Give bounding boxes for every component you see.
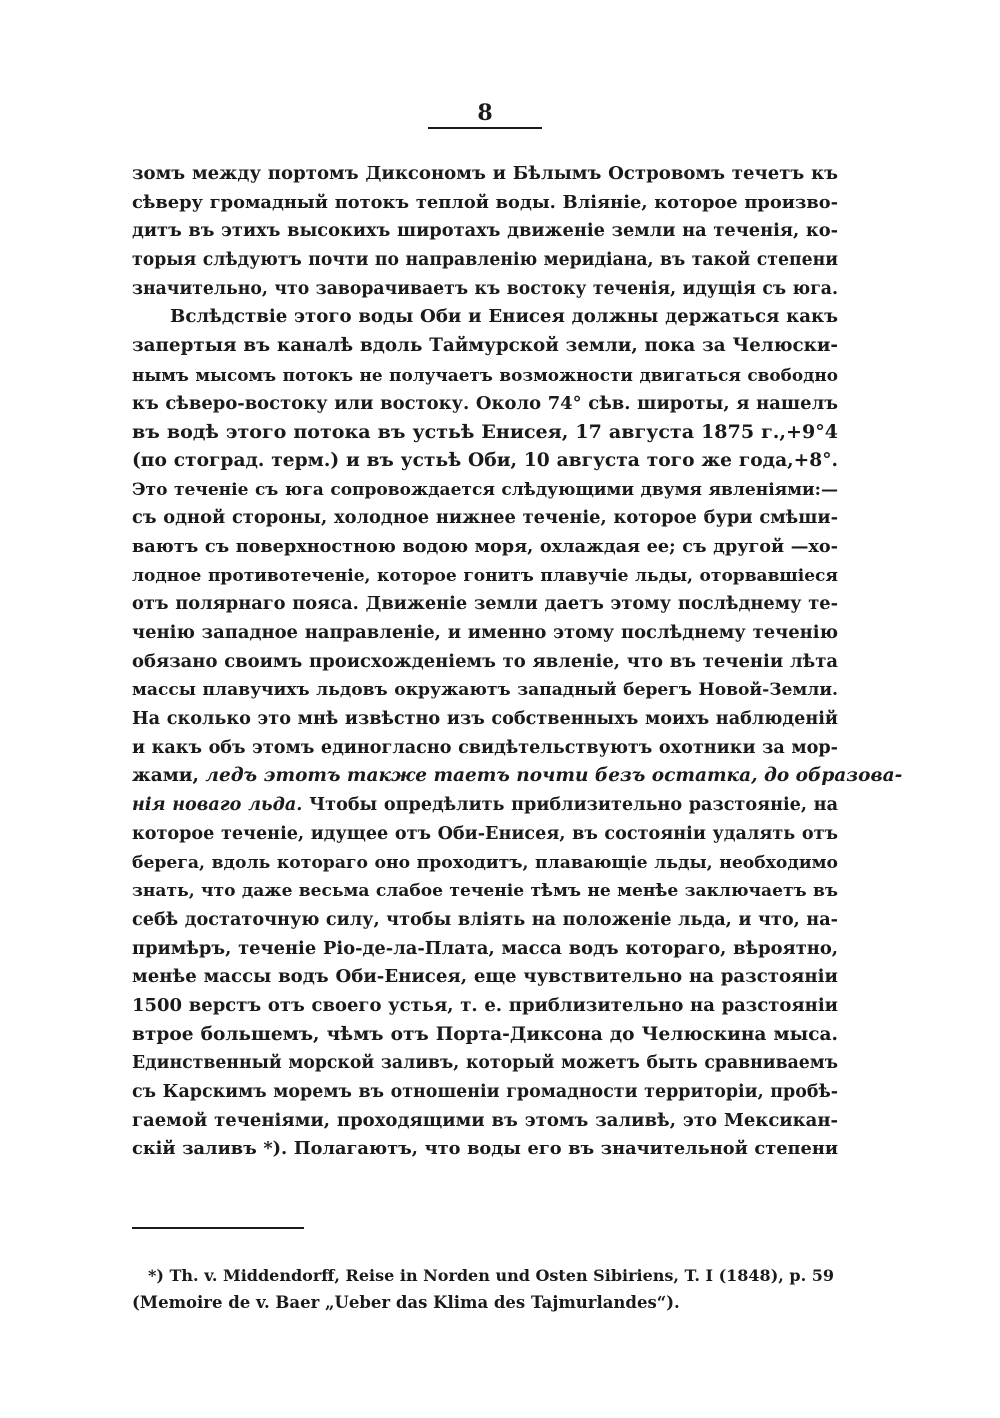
text-line: отъ полярнаго пояса. Движеніе земли даетъ этому послѣднему те- <box>132 593 838 615</box>
text-line-mixed <box>132 762 903 791</box>
page-number-rule <box>428 127 542 129</box>
body-text <box>132 160 903 1164</box>
text-line-mixed <box>132 791 838 820</box>
text-line: къ сѣверо-востоку или востоку. Около 74° сѣв. широты, я нашелъ <box>132 392 838 414</box>
text-line: На сколько это мнѣ извѣстно изъ собственныхъ моихъ наблюденій <box>132 708 838 730</box>
text-segment: жами, <box>132 765 199 787</box>
text-line: дитъ въ этихъ высокихъ широтахъ движеніе земли на теченія, ко- <box>132 220 838 242</box>
text-line: въ водѣ этого потока въ устьѣ Енисея, 17 августа 1875 г.,+9°4 <box>132 421 838 444</box>
text-line: гаемой теченіями, проходящими въ этомъ заливѣ, это Мексикан- <box>132 1109 838 1131</box>
text-line: которое теченіе, идущее отъ Оби-Енисея, въ состояніи удалять отъ <box>132 822 838 844</box>
text-line: зомъ между портомъ Диксономъ и Бѣлымъ Островомъ течетъ къ <box>132 163 838 184</box>
text-line: лодное противотеченіе, которое гонитъ плавучіе льды, оторвавшіеся <box>132 565 838 586</box>
italic-text-segment: ледъ этотъ также таетъ почти безъ остатка, до образова- <box>205 765 903 787</box>
text-line: знать, что даже весьма слабое теченіе тѣмъ не менѣе заключаетъ въ <box>132 881 838 902</box>
text-line: скій заливъ *). Полагаютъ, что воды его въ значительной степени <box>132 1138 838 1160</box>
text-line: себѣ достаточную силу, чтобы вліять на положеніе льда, и что, на- <box>132 908 838 930</box>
text-line: значительно, что заворачиваетъ къ востоку теченія, идущія съ юга. <box>132 278 838 299</box>
text-line: обязано своимъ происхожденіемъ то явленіе, что въ теченіи лѣта <box>132 650 838 672</box>
text-line: и какъ объ этомъ единогласно свидѣтельствуютъ охотники за мор- <box>132 736 838 758</box>
text-line: Это теченіе съ юга сопровождается слѣдующими двумя явленіями:— <box>132 479 838 500</box>
text-line: торыя слѣдуютъ почти по направленію меридіана, въ такой степени <box>132 250 838 271</box>
text-line: менѣе массы водъ Оби-Енисея, еще чувствительно на разстояніи <box>132 966 838 988</box>
text-line: 1500 верстъ отъ своего устья, т. е. приблизительно на разстояніи <box>132 994 838 1016</box>
text-line: съ Карскимъ моремъ въ отношеніи громадности территоріи, пробѣ- <box>132 1082 838 1102</box>
text-line: Единственный морской заливъ, который можетъ быть сравниваемъ <box>132 1053 838 1074</box>
text-line: ваютъ съ поверхностною водою моря, охлаждая ее; съ другой —хо- <box>132 535 838 557</box>
text-line: съ одной стороны, холодное нижнее теченіе, которое бури смѣши- <box>132 507 838 529</box>
text-line: сѣверу громадный потокъ теплой воды. Вліяніе, которое произво- <box>132 191 838 213</box>
text-line: Вслѣдствіе этого воды Оби и Енисея должны держаться какъ <box>170 306 838 328</box>
text-line: массы плавучихъ льдовъ окружаютъ западный берегъ Новой-Земли. <box>132 680 838 701</box>
page-number: 8 <box>477 100 493 126</box>
text-line: ченію западное направленіе, и именно этому послѣднему теченію <box>132 622 838 643</box>
footnote-line: *) Th. v. Middendorff, Reise in Norden und Osten Sibiriens, T. I (1848), p. 59 <box>148 1266 834 1285</box>
text-line: берега, вдоль котораго оно проходитъ, плавающіе льды, необходимо <box>132 852 838 873</box>
text-line: (по стоград. терм.) и въ устьѣ Оби, 10 августа того же года,+8°. <box>132 449 838 471</box>
footnote-line: (Memoire de v. Baer „Ueber das Klima des Tajmurlandes“). <box>132 1293 680 1312</box>
footnote <box>132 1262 838 1316</box>
text-line: запертыя въ каналѣ вдоль Таймурской земли, пока за Челюски- <box>132 335 838 357</box>
text-line: примѣръ, теченіе Ріо-де-ла-Плата, масса водъ котораго, вѣроятно, <box>132 937 838 959</box>
text-line: втрое большемъ, чѣмъ отъ Порта-Диксона до Челюскина мыса. <box>132 1023 838 1045</box>
text-line: нымъ мысомъ потокъ не получаетъ возможности двигаться свободно <box>132 364 838 385</box>
italic-text-segment: нія новаго льда. <box>132 794 303 816</box>
text-segment: Чтобы опредѣлить приблизительно разстояніе, на <box>309 794 838 816</box>
footnote-rule <box>132 1227 304 1229</box>
